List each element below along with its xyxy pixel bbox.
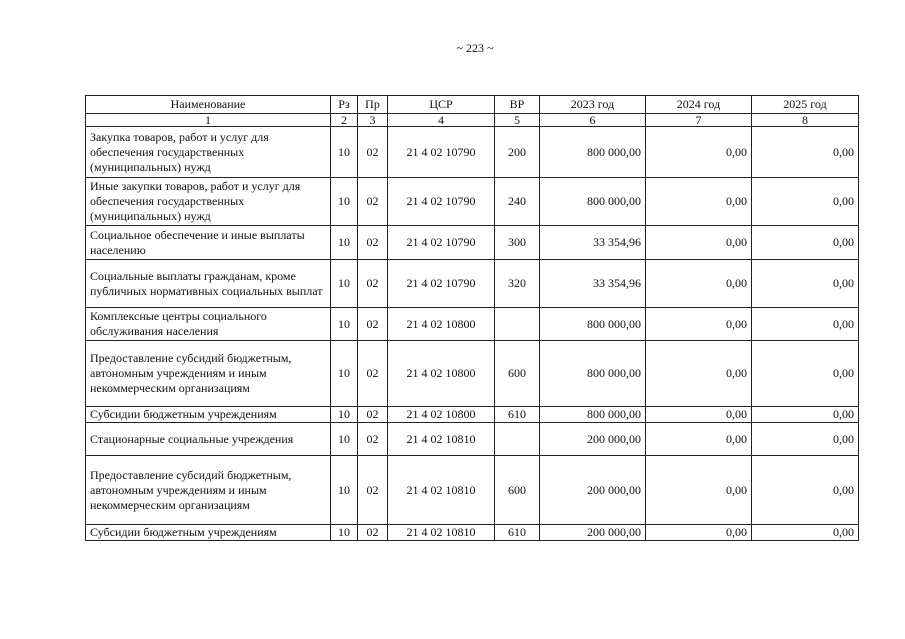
row-2023: 200 000,00 — [540, 525, 646, 541]
row-pr: 02 — [358, 456, 388, 525]
table-row — [86, 127, 859, 178]
column-number: 3 — [358, 114, 388, 127]
column-number: 5 — [495, 114, 540, 127]
row-2025: 0,00 — [752, 260, 859, 308]
row-2023: 33 354,96 — [540, 226, 646, 260]
table-row — [86, 423, 859, 456]
column-number-row — [86, 114, 859, 127]
table-row — [86, 260, 859, 308]
row-2023: 200 000,00 — [540, 456, 646, 525]
header-name: Наименование — [86, 96, 331, 114]
row-2025: 0,00 — [752, 407, 859, 423]
row-name: Комплексные центры социального обслуживания населения — [86, 308, 331, 341]
row-pr: 02 — [358, 525, 388, 541]
row-2024: 0,00 — [646, 260, 752, 308]
column-number: 2 — [331, 114, 358, 127]
row-name: Стационарные социальные учреждения — [86, 423, 331, 456]
row-name: Социальное обеспечение и иные выплаты населению — [86, 226, 331, 260]
header-rz: Рз — [331, 96, 358, 114]
row-vr: 240 — [495, 178, 540, 226]
header-csr: ЦСР — [388, 96, 495, 114]
row-vr — [495, 308, 540, 341]
column-number: 6 — [540, 114, 646, 127]
header-row — [86, 96, 859, 114]
row-pr: 02 — [358, 341, 388, 407]
row-vr: 600 — [495, 456, 540, 525]
header-vr: ВР — [495, 96, 540, 114]
row-2024: 0,00 — [646, 178, 752, 226]
row-rz: 10 — [331, 260, 358, 308]
row-rz: 10 — [331, 308, 358, 341]
row-vr — [495, 423, 540, 456]
row-2024: 0,00 — [646, 341, 752, 407]
row-csr: 21 4 02 10810 — [388, 423, 495, 456]
column-number: 4 — [388, 114, 495, 127]
row-2024: 0,00 — [646, 127, 752, 178]
row-name: Социальные выплаты гражданам, кроме публичных нормативных социальных выплат — [86, 260, 331, 308]
header-pr: Пр — [358, 96, 388, 114]
row-pr: 02 — [358, 226, 388, 260]
row-rz: 10 — [331, 525, 358, 541]
table-row — [86, 456, 859, 525]
row-rz: 10 — [331, 456, 358, 525]
row-rz: 10 — [331, 341, 358, 407]
row-csr: 21 4 02 10800 — [388, 341, 495, 407]
row-pr: 02 — [358, 127, 388, 178]
row-2023: 200 000,00 — [540, 423, 646, 456]
row-vr: 610 — [495, 407, 540, 423]
row-2024: 0,00 — [646, 525, 752, 541]
row-name: Субсидии бюджетным учреждениям — [86, 525, 331, 541]
row-2023: 800 000,00 — [540, 308, 646, 341]
row-2025: 0,00 — [752, 127, 859, 178]
row-2023: 800 000,00 — [540, 127, 646, 178]
row-name: Субсидии бюджетным учреждениям — [86, 407, 331, 423]
row-pr: 02 — [358, 407, 388, 423]
row-2025: 0,00 — [752, 341, 859, 407]
header-2023: 2023 год — [540, 96, 646, 114]
row-2023: 800 000,00 — [540, 407, 646, 423]
header-2024: 2024 год — [646, 96, 752, 114]
row-2025: 0,00 — [752, 226, 859, 260]
row-rz: 10 — [331, 226, 358, 260]
row-csr: 21 4 02 10810 — [388, 456, 495, 525]
row-csr: 21 4 02 10800 — [388, 308, 495, 341]
row-vr: 320 — [495, 260, 540, 308]
table-row — [86, 525, 859, 541]
table-row — [86, 226, 859, 260]
row-2024: 0,00 — [646, 456, 752, 525]
row-rz: 10 — [331, 178, 358, 226]
row-csr: 21 4 02 10790 — [388, 260, 495, 308]
row-pr: 02 — [358, 308, 388, 341]
row-2024: 0,00 — [646, 226, 752, 260]
row-2024: 0,00 — [646, 423, 752, 456]
row-csr: 21 4 02 10790 — [388, 226, 495, 260]
table-row — [86, 407, 859, 423]
row-name: Предоставление субсидий бюджетным, автономным учреждениям и иным некоммерческим организациям — [86, 456, 331, 525]
table-row — [86, 308, 859, 341]
row-rz: 10 — [331, 423, 358, 456]
row-name: Закупка товаров, работ и услуг для обеспечения государственных (муниципальных) нужд — [86, 127, 331, 178]
column-number: 7 — [646, 114, 752, 127]
column-number: 1 — [86, 114, 331, 127]
header-2025: 2025 год — [752, 96, 859, 114]
row-vr: 300 — [495, 226, 540, 260]
budget-table — [85, 95, 859, 541]
page-number: ~ 223 ~ — [456, 41, 494, 55]
row-2023: 800 000,00 — [540, 178, 646, 226]
row-name: Иные закупки товаров, работ и услуг для обеспечения государственных (муниципальных) нужд — [86, 178, 331, 226]
row-2024: 0,00 — [646, 407, 752, 423]
row-name: Предоставление субсидий бюджетным, автономным учреждениям и иным некоммерческим организациям — [86, 341, 331, 407]
row-2024: 0,00 — [646, 308, 752, 341]
row-2025: 0,00 — [752, 178, 859, 226]
row-csr: 21 4 02 10790 — [388, 178, 495, 226]
row-2025: 0,00 — [752, 456, 859, 525]
row-2025: 0,00 — [752, 525, 859, 541]
row-pr: 02 — [358, 178, 388, 226]
table-row — [86, 178, 859, 226]
row-pr: 02 — [358, 260, 388, 308]
row-2025: 0,00 — [752, 423, 859, 456]
row-2023: 33 354,96 — [540, 260, 646, 308]
row-2025: 0,00 — [752, 308, 859, 341]
row-rz: 10 — [331, 127, 358, 178]
row-rz: 10 — [331, 407, 358, 423]
row-pr: 02 — [358, 423, 388, 456]
table-row — [86, 341, 859, 407]
row-2023: 800 000,00 — [540, 341, 646, 407]
row-vr: 200 — [495, 127, 540, 178]
column-number: 8 — [752, 114, 859, 127]
row-csr: 21 4 02 10800 — [388, 407, 495, 423]
row-vr: 610 — [495, 525, 540, 541]
row-csr: 21 4 02 10810 — [388, 525, 495, 541]
row-vr: 600 — [495, 341, 540, 407]
row-csr: 21 4 02 10790 — [388, 127, 495, 178]
